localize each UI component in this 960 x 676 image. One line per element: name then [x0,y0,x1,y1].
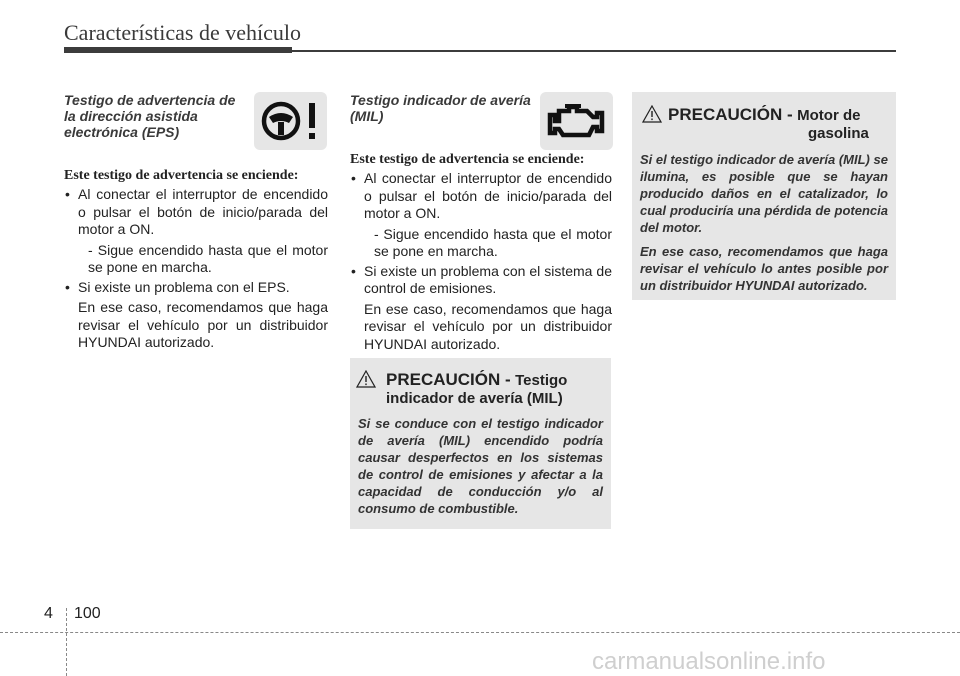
footer-divider [66,608,67,676]
warning-triangle-icon [642,105,662,123]
caution-engine-text-2: En ese caso, recomendamos que haga revisar el vehículo lo antes posible por un distribuidor HYUNDAI autorizado. [640,244,888,293]
mil-sub-1: - Sigue encendido hasta que el motor se pone en marcha. [374,225,612,259]
watermark: carmanualsonline.info [592,648,826,675]
chapter-number: 4 [44,605,53,622]
eps-bullet-2: • Si existe un problema con el EPS. [65,278,290,295]
eps-paragraph: En ese caso, recomendamos que haga revisar el vehículo por un distribuidor HYUNDAI autorizado. [78,299,328,350]
check-engine-icon [545,99,609,143]
eps-section-title: Testigo de advertencia de la dirección asistida electrónica (EPS) [64,92,236,140]
mil-paragraph: En ese caso, recomendamos que haga revisar el vehículo por un distribuidor HYUNDAI autorizado. [364,300,612,352]
mil-icon-box [540,92,613,150]
header-rule-thin [292,50,896,52]
page-header-title: Características de vehículo [64,20,302,45]
eps-lead: Este testigo de advertencia se enciende: [64,168,299,183]
caution-engine-heading: PRECAUCIÓN - Motor de gasolina [632,105,896,143]
mil-section-title: Testigo indicador de avería (MIL) [350,92,531,124]
mil-lead: Este testigo de advertencia se enciende: [350,152,585,167]
warning-triangle-icon [356,370,376,388]
caution-mil-box [350,358,611,529]
mil-bullet-1: • Al conectar el interruptor de encendido o pulsar el botón de inicio/parada del motor a ON. [351,170,612,221]
eps-sub-1: - Sigue encendido hasta que el motor se pone en marcha. [88,241,328,275]
eps-icon-box [254,92,327,150]
footer-rule [0,632,960,633]
eps-warning-icon [259,97,323,145]
header-rule-thick [64,47,292,53]
page-number: 100 [74,605,101,622]
mil-bullet-2: • Si existe un problema con el sistema de control de emisiones. [351,262,612,296]
eps-bullet-1: • Al conectar el interruptor de encendido o pulsar el botón de inicio/parada del motor a ON. [65,186,328,237]
mil-section [350,92,612,353]
caution-mil-heading: PRECAUCIÓN - Testigo indicador de avería (MIL) [350,370,611,408]
caution-mil-text: Si se conduce con el testigo indicador de avería (MIL) encendido podría causar desperfectos en los sistemas de control de emisiones y afectar a la capacidad de conducción y/o al consumo de combustible. [358,416,603,516]
caution-engine-text-1: Si el testigo indicador de avería (MIL) se ilumina, es posible que se hayan producido daños en el catalizador, lo cual produciría una pérdida de potencia del motor. [640,152,888,235]
eps-section [64,92,328,352]
caution-engine-box [632,92,896,300]
